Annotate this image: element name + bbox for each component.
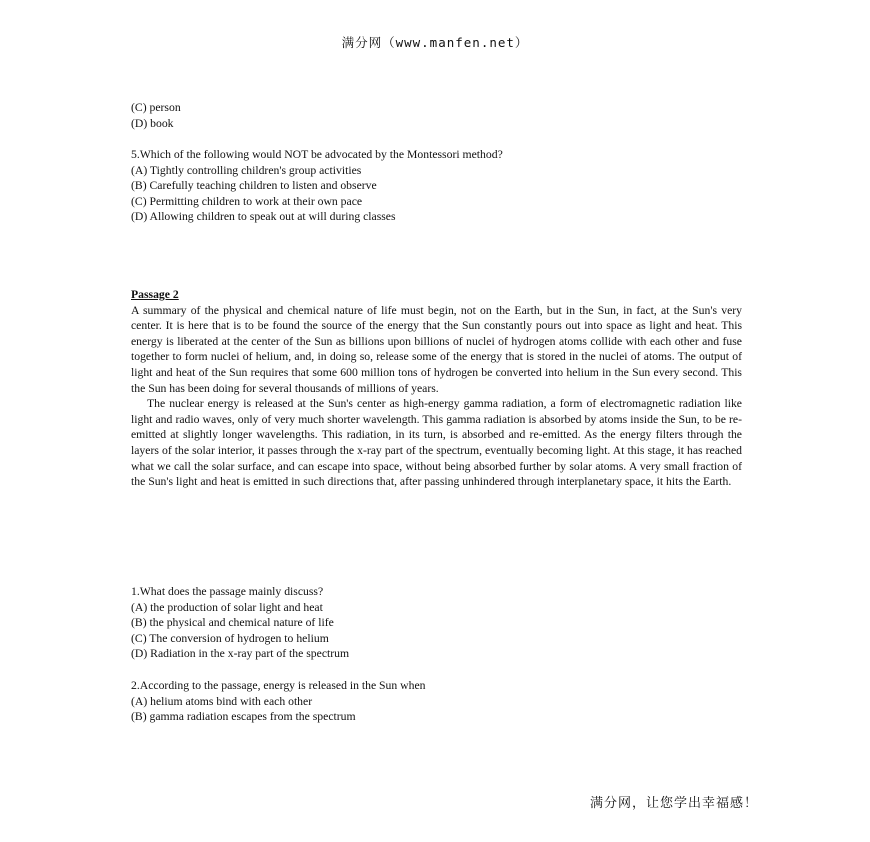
passage-title: Passage 2 xyxy=(131,288,179,301)
passage xyxy=(131,287,742,490)
option-b: (B) the physical and chemical nature of life xyxy=(131,616,334,630)
page-header: 满分网（www.manfen.net） xyxy=(341,35,529,50)
option-c: (C) The conversion of hydrogen to helium xyxy=(131,631,329,645)
passage-paragraph-1: A summary of the physical and chemical nature of life must begin, not on the Earth, but in the Sun, in fact, at the Sun's very center. It is here that is to be found the source of the energy that the Sun constantly pours out into space as light and heat. This energy is liberated at the center of the Sun as billions upon billions of nuclei of hydrogen atoms collide with each other and fuse together to form nuclei of helium, and, in doing so, release some of the energy that is stored in the nuclei of atoms. The output of light and heat of the Sun requires that some 600 million tons of hydrogen be converted into helium in the Sun every second. This the Sun has been doing for several thousands of millions of years. xyxy=(131,303,742,395)
option-a: (A) helium atoms bind with each other xyxy=(131,694,313,708)
question-text: 2.According to the passage, energy is released in the Sun when xyxy=(131,679,426,692)
option-a: (A) Tightly controlling children's group activities xyxy=(131,163,362,177)
option-c: (C) Permitting children to work at their own pace xyxy=(131,194,363,208)
option-d: (D) Radiation in the x-ray part of the spectrum xyxy=(131,647,350,661)
page-footer: 满分网，让您学出幸福感！ xyxy=(589,796,758,811)
question-text: 1.What does the passage mainly discuss? xyxy=(131,585,324,598)
option-d: (D) book xyxy=(131,116,174,130)
previous-question-options xyxy=(131,100,742,131)
question-5 xyxy=(131,147,742,225)
option-b: (B) Carefully teaching children to listen and observe xyxy=(131,179,377,193)
option-c: (C) person xyxy=(131,101,181,114)
question-2 xyxy=(131,678,742,725)
option-b: (B) gamma radiation escapes from the spectrum xyxy=(131,710,356,724)
option-a: (A) the production of solar light and heat xyxy=(131,600,323,614)
question-text: 5.Which of the following would NOT be advocated by the Montessori method? xyxy=(131,148,503,161)
option-d: (D) Allowing children to speak out at will during classes xyxy=(131,210,396,224)
passage-paragraph-2: The nuclear energy is released at the Sun's center as high-energy gamma radiation, a form of electromagnetic radiation like light and radio waves, only of very much shorter wavelength. This gamma radiation is absorbed by atoms inside the Sun, to be re-emitted at slightly longer wavelengths. This radiation, in its turn, is absorbed and re-emitted. As the energy filters through the layers of the solar interior, it passes through the x-ray part of the spectrum, eventually becoming light. At this stage, it has reached what we call the solar surface, and can escape into space, without being absorbed further by solar atoms. A very small fraction of the Sun's light and heat is emitted in such directions that, after passing unhindered through interplanetary space, it hits the Earth. xyxy=(131,397,742,489)
question-1 xyxy=(131,584,742,662)
